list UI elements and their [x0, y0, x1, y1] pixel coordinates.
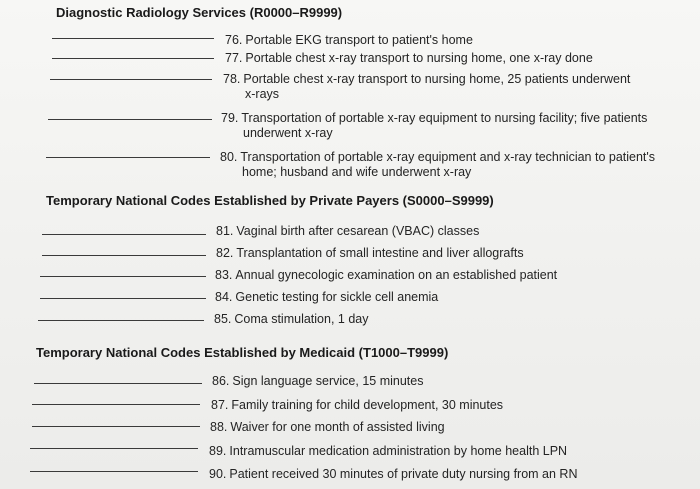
question-number: 89. — [209, 444, 227, 458]
question-text-continued: x-rays — [245, 87, 280, 101]
answer-blank-89[interactable] — [30, 448, 198, 449]
answer-blank-81[interactable] — [42, 234, 206, 235]
answer-blank-80[interactable] — [46, 157, 210, 158]
question-text: Transportation of portable x-ray equipment to nursing facility; five patients — [241, 111, 648, 125]
question-79 — [221, 111, 695, 141]
answer-blank-90[interactable] — [30, 471, 198, 472]
question-89 — [209, 444, 685, 459]
question-text: Portable chest x-ray transport to nursing home, one x-ray done — [245, 51, 593, 65]
question-text: Waiver for one month of assisted living — [230, 420, 445, 434]
answer-blank-88[interactable] — [32, 426, 200, 427]
answer-blank-87[interactable] — [32, 404, 200, 405]
question-number: 83. — [215, 268, 233, 282]
question-84 — [215, 290, 685, 305]
question-number: 76. — [225, 33, 243, 47]
answer-blank-83[interactable] — [40, 276, 206, 277]
question-text: Portable EKG transport to patient's home — [245, 33, 473, 47]
question-text-continued: underwent x-ray — [243, 126, 333, 140]
answer-blank-79[interactable] — [48, 119, 212, 120]
answer-blank-86[interactable] — [34, 383, 202, 384]
question-number: 87. — [211, 398, 229, 412]
question-number: 88. — [210, 420, 228, 434]
question-88 — [210, 420, 680, 435]
question-number: 85. — [214, 312, 232, 326]
answer-blank-84[interactable] — [40, 298, 206, 299]
question-text: Annual gynecologic examination on an established patient — [235, 268, 558, 282]
question-87 — [211, 398, 681, 413]
section-title-private-payers: Temporary National Codes Established by Private Payers (S0000–S9999) — [46, 193, 494, 208]
question-text: Vaginal birth after cesarean (VBAC) classes — [236, 224, 480, 238]
question-81 — [216, 224, 686, 239]
question-90 — [209, 467, 685, 482]
question-83 — [215, 268, 685, 283]
question-text: Coma stimulation, 1 day — [234, 312, 369, 326]
question-text-continued: home; husband and wife underwent x-ray — [242, 165, 472, 179]
question-number: 80. — [220, 150, 238, 164]
question-number: 77. — [225, 51, 243, 65]
question-number: 84. — [215, 290, 233, 304]
question-number: 86. — [212, 374, 230, 388]
question-text: Portable chest x-ray transport to nursing home, 25 patients underwent — [243, 72, 631, 86]
question-text: Transportation of portable x-ray equipment and x-ray technician to patient's — [240, 150, 656, 164]
section-title-medicaid: Temporary National Codes Established by Medicaid (T1000–T9999) — [36, 345, 449, 360]
question-text: Sign language service, 15 minutes — [232, 374, 424, 388]
question-number: 78. — [223, 72, 241, 86]
question-number: 79. — [221, 111, 239, 125]
question-85 — [214, 312, 684, 327]
question-number: 81. — [216, 224, 234, 238]
question-number: 82. — [216, 246, 234, 260]
answer-blank-82[interactable] — [42, 255, 206, 256]
question-text: Transplantation of small intestine and liver allografts — [236, 246, 524, 260]
question-78 — [223, 72, 693, 102]
question-text: Intramuscular medication administration by home health LPN — [229, 444, 568, 458]
question-text: Patient received 30 minutes of private duty nursing from an RN — [229, 467, 578, 481]
question-77 — [225, 51, 695, 66]
question-text: Family training for child development, 30 minutes — [231, 398, 504, 412]
answer-blank-85[interactable] — [38, 320, 204, 321]
question-number: 90. — [209, 467, 227, 481]
question-text: Genetic testing for sickle cell anemia — [235, 290, 439, 304]
question-80 — [220, 150, 696, 180]
question-82 — [216, 246, 686, 261]
answer-blank-77[interactable] — [52, 58, 214, 59]
question-76 — [225, 33, 695, 48]
question-86 — [212, 374, 682, 389]
answer-blank-78[interactable] — [50, 79, 212, 80]
section-title-diagnostic-radiology: Diagnostic Radiology Services (R0000–R9999) — [56, 5, 343, 20]
answer-blank-76[interactable] — [52, 38, 214, 39]
